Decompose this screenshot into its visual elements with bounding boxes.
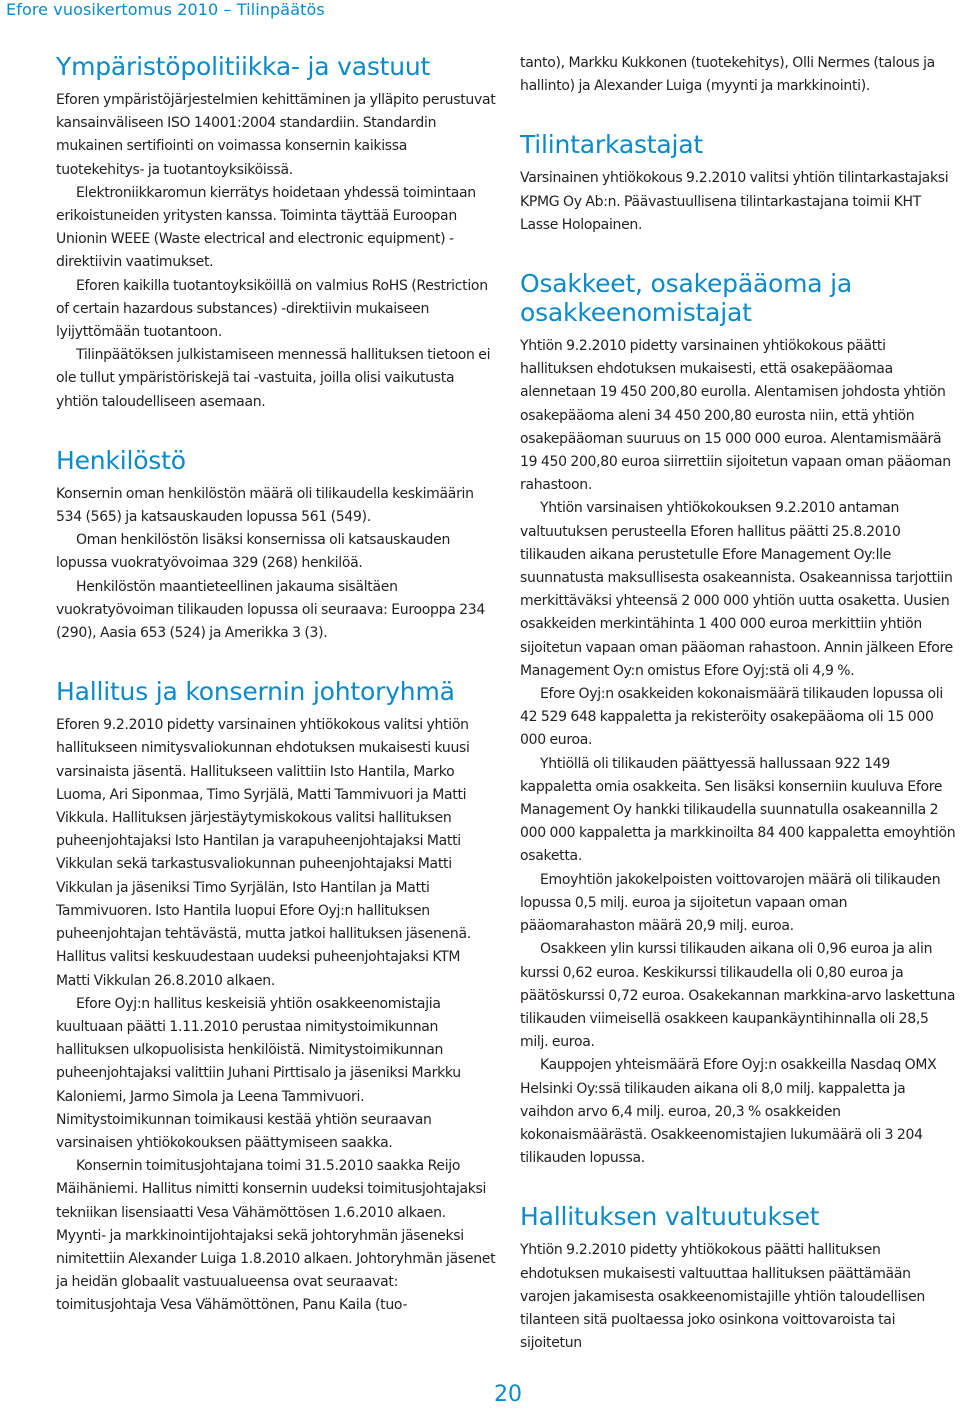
paragraph: Eforen ympäristöjärjestelmien kehittäminen ja ylläpito perustuvat kansainväliseen ISO 14001:2004 standardiin. Standardin mukainen sertifiointi on voimassa konsernin kaikissa tuotekehitys- ja tuotantoyksiköissä. <box>56 92 496 178</box>
paragraph: Kauppojen yhteismäärä Efore Oyj:n osakkeilla Nasdaq OMX Helsinki Oy:ssä tilikauden aikana oli 8,0 milj. kappaletta ja vaihdon arvo 6,4 milj. euroa, 20,3 % osakkeiden kokonaismäärästä. Osakkeenomistajien lukumäärä oli 3 204 tilikauden lopussa. <box>520 1057 937 1167</box>
paragraph: Konsernin oman henkilöstön määrä oli tilikaudella keskimäärin 534 (565) ja katsauskauden lopussa 561 (549). <box>56 485 474 526</box>
paragraph: Tilinpäätöksen julkistamiseen mennessä hallituksen tietoon ei ole tullut ympäristöriskejä tai -vastuita, joilla olisi vaikutusta yhtiön taloudelliseen asemaan. <box>56 347 491 410</box>
paragraph: Efore Oyj:n hallitus keskeisiä yhtiön osakkeenomistajia kuultuaan päätti 1.11.2010 perustaa nimitystoimikunnan hallituksen ulkopuolisista henkilöistä. Nimitystoimikunnan puheenjohtajaksi valittiin Juhani Pirttisalo ja jäseniksi Markku Kaloniemi, Jarmo Simola ja Leena Tammivuori. Nimitystoimikunnan toimikausi kestää yhtiön seuraavan varsinaisen yhtiökokouksen päättymiseen saakka. <box>56 995 461 1151</box>
heading-personnel: Henkilöstö <box>56 445 186 475</box>
paragraph: Elektroniikkaromun kierrätys hoidetaan yhdessä toimintaan erikoistuneiden yritysten kanssa. Toiminta täyttää Euroopan Unionin WEEE (Waste electrical and electronic equipment) -direktiivin vaatimukset. <box>56 184 476 271</box>
left-column <box>56 52 496 1350</box>
heading-board: Hallitus ja konsernin johtoryhmä <box>56 677 455 707</box>
heading-environment: Ympäristöpolitiikka- ja vastuut <box>56 52 431 81</box>
paragraph: Varsinainen yhtiökokous 9.2.2010 valitsi yhtiön tilintarkastajaksi KPMG Oy Ab:n. Päävastuullisena tilintarkastajana toimii KHT Lasse Holopainen. <box>520 170 949 233</box>
right-column <box>520 52 960 1387</box>
paragraph: Yhtiön varsinaisen yhtiökokouksen 9.2.2010 antaman valtuutuksen perusteella Eforen hallitus päätti 25.8.2010 tilikauden aikana perustetulle Efore Management Oy:lle suunnatusta maksullisesta osakeannista. Osakeannissa tarjottiin merkittäväksi yhteensä 2 000 000 yhtiön uutta osaketta. Uusien osakkeiden merkintähinta 1 400 000 euroa merkittiin yhtiön sijoitetun vapaan oman pääoman rahastoon. Annin jälkeen Efore Management Oy:n omistus Efore Oyj:stä oli 4,9 %. <box>520 500 953 679</box>
paragraph: Osakkeen ylin kurssi tilikauden aikana oli 0,96 euroa ja alin kurssi 0,62 euroa. Keskikurssi tilikaudella oli 0,80 euroa ja päätöskurssi 0,72 euroa. Osakekannan markkina-arvo laskettuna tilikauden viimeisellä osakkeen kaupankäyntihinnalla oli 28,5 milj. euroa. <box>520 941 956 1051</box>
page-number: 20 <box>494 1382 522 1407</box>
section-board-continued <box>520 52 960 98</box>
section-auditors <box>520 130 960 237</box>
running-header: Efore vuosikertomus 2010 – Tilinpäätös <box>6 0 325 19</box>
paragraph: Oman henkilöstön lisäksi konsernissa oli katsauskauden lopussa vuokratyövoimaa 329 (268) henkilöä. <box>56 532 451 572</box>
paragraph: Konsernin toimitusjohtajana toimi 31.5.2010 saakka Reijo Mäihäniemi. Hallitus nimitti konsernin uudeksi toimitusjohtajaksi tekniikan lisensiaatti Vesa Vähämöttösen 1.6.2010 alkaen. Myynti- ja markkinointijohtajaksi sekä johtoryhmän jäseneksi nimitettiin Alexander Luiga 1.8.2010 alkaen. Johtoryhmän jäsenet ja heidän globaalit vastuualueensa ovat seuraavat: toimitusjohtaja Vesa Vähämöttönen, Panu Kaila (tuo- <box>56 1158 496 1314</box>
heading-auditors: Tilintarkastajat <box>520 130 703 160</box>
paragraph: Eforen 9.2.2010 pidetty varsinainen yhtiökokous valitsi yhtiön hallitukseen nimitysvaliokunnan ehdotuksen mukaisesti kuusi varsinaista jäsentä. Hallitukseen valittiin Isto Hantila, Marko Luoma, Ari Siponmaa, Timo Syrjälä, Matti Tammivuori ja Matti Vikkula. Hallituksen järjestäytymiskokous valitsi hallituksen puheenjohtajaksi Isto Hantilan ja varapuheenjohtajaksi Matti Vikkulan sekä tarkastusvaliokunnan puheenjohtajaksi Matti Vikkulan ja jäseniksi Timo Syrjälän, Isto Hantilan ja Matti Tammivuoren. Isto Hantila luopui Efore Oyj:n hallituksen puheenjohtajan tehtävästä, mutta jatkoi hallituksen jäsenenä. Hallitus valitsi keskuudestaan uudeksi puheenjohtajaksi KTM Matti Vikkulan 26.8.2010 alkaen. <box>56 717 471 989</box>
paragraph: Emoyhtiön jakokelpoisten voittovarojen määrä oli tilikauden lopussa 0,5 milj. euroa ja sijoitetun vapaan oman pääomarahaston määrä 20,9 milj. euroa. <box>520 871 941 935</box>
section-board <box>56 677 496 1317</box>
section-personnel <box>56 446 496 645</box>
heading-shares: Osakkeet, osakepääoma ja osakkeenomistajat <box>520 269 853 328</box>
paragraph: tanto), Markku Kukkonen (tuotekehitys), Olli Nermes (talous ja hallinto) ja Alexander Luiga (myynti ja markkinointi). <box>520 55 935 95</box>
paragraph: Yhtiön 9.2.2010 pidetty yhtiökokous päätti hallituksen ehdotuksen mukaisesti valtuuttaa hallituksen päättämään varojen jakamisesta osakkeenomistajille yhtiön taloudellisen tilanteen sitä puoltaessa joko osinkona voittovaroista tai sijoitetun <box>520 1242 925 1352</box>
paragraph: Henkilöstön maantieteellinen jakauma sisältäen vuokratyövoiman tilikauden lopussa oli seuraava: Eurooppa 234 (290), Aasia 653 (524) ja Amerikka 3 (3). <box>56 578 485 642</box>
paragraph: Yhtiön 9.2.2010 pidetty varsinainen yhtiökokous päätti hallituksen ehdotuksen mukaisesti, että osakepääomaa alennetaan 19 450 200,80 eurolla. Alentamisen johdosta yhtiön osakepääoma aleni 34 450 200,80 eurosta niin, että yhtiön osakepääoman suuruus on 15 000 000 euroa. Alentamismäärä 19 450 200,80 euroa siirrettiin sijoitetun vapaan oman pääoman rahastoon. <box>520 338 951 494</box>
heading-authorizations: Hallituksen valtuutukset <box>520 1202 820 1232</box>
paragraph: Efore Oyj:n osakkeiden kokonaismäärä tilikauden lopussa oli 42 529 648 kappaletta ja rekisteröity osakepääoma oli 15 000 000 euroa. <box>520 686 943 749</box>
section-authorizations <box>520 1202 960 1355</box>
section-shares <box>520 269 960 1170</box>
paragraph: Eforen kaikilla tuotantoyksiköillä on valmius RoHS (Restriction of certain hazardous substances) -direktiivin mukaiseen lyijyttömään tuotantoon. <box>56 277 488 341</box>
section-environment <box>56 52 496 414</box>
paragraph: Yhtiöllä oli tilikauden päättyessä hallussaan 922 149 kappaletta omia osakkeita. Sen lisäksi konserniin kuuluva Efore Management Oy hankki tilikaudella suunnatulla osakeannilla 2 000 000 kappaletta ja markkinoilta 84 400 kappaletta emoyhtiön osaketta. <box>520 755 956 865</box>
